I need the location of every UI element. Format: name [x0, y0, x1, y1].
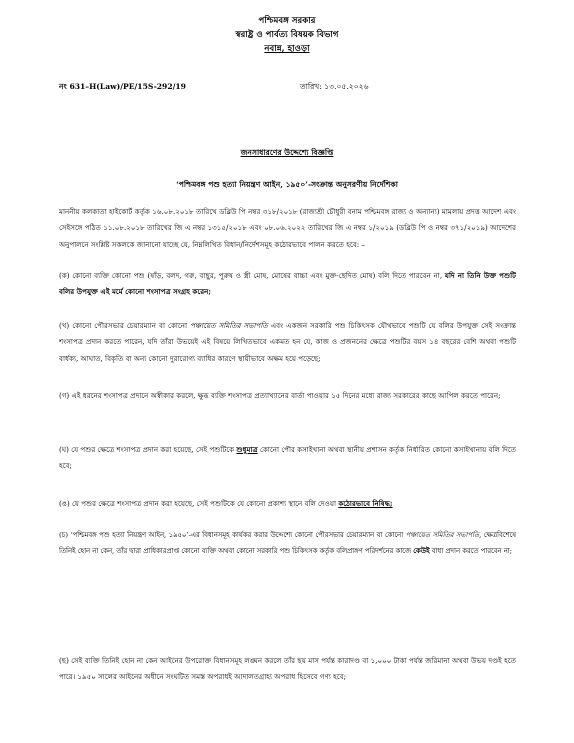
clause-cha-text-3: বাধা প্রদান করতে পারবেন না; [429, 547, 513, 556]
memo-number: নং 631–H(Law)/PE/15S-292/19 [59, 82, 186, 91]
clause-kha-text-2: এবং একজন সরকারি পশু চিকিৎসক যৌথভাবে পশুটি যে বলির উপযুক্ত সেই সংক্রান্ত শংসাপত্র প্রদান করতে পারেন, যদি তাঁরা উভয়েই এই বিষয়ে লিখিতভাবে একমত হন যে, কাজ ও প্রজননের ক্ষেত্রে পশুটির বয়স ১৪ বছরের বেশি অথবা পশুটি বার্ধক্য, আঘাত, বিকৃতি বা অন্য কোনো দুরারোগ্য ব্যাধির কারণে স্থায়ীভাবে অক্ষম হয়ে পড়েছে; [59, 321, 516, 363]
clause-gha-emphasis: শুধুমাত্র [236, 445, 258, 454]
department-name: স্বরাষ্ট্র ও পার্বত্য বিষয়ক বিভাগ [235, 30, 339, 40]
office-location: নবান্ন, হাওড়া [264, 44, 310, 54]
clause-cha [59, 527, 516, 595]
clause-chha: (ছ) সেই ব্যক্তি তিনিই হোন না কেন আইনের উপরোক্ত বিধানসমূহ লঙ্ঘন করলে তাঁর ছয় মাস পর্যন্ত কারাদণ্ড বা ১,০০০ টাকা পর্যন্ত জরিমানা অথবা উভয় দণ্ডই হতে পারে। ১৯৫০ সালের আইনের অধীনে সংঘটিত সমস্ত অপরাধই আদালতগ্রাহ্য অপরাধ হিসেবে গণ্য হবে; [59, 656, 516, 682]
clause-umo [59, 496, 516, 513]
clause-cha-text-2: ক্ষেত্রবিশেষে তিনিই হোন না কেন, তাঁর দ্বারা প্রাধিকারপ্রাপ্ত কোনো ব্যক্তি অথবা কোনো সরকারি পশু চিকিৎসক কর্তৃক বলিপ্রাঙ্গণ পরিদর্শনের কাজে [59, 531, 516, 556]
clause-ka-emphasis: যদি না তিনি উক্ত পশুটি বলির উপযুক্ত এই মর্মে কোনো শংসাপত্র সংগ্রহ করেন; [59, 271, 516, 297]
intro-paragraph: মাননীয় কলকাতা হাইকোর্ট কর্তৃক ১৬.০৮.২০১৮ তারিখে ডব্লিউ পি নম্বর ৩১৮/২০১৮ (রাজ্যশ্রী চৌধুরী বনাম পশ্চিমবঙ্গ রাজ্য ও অন্যান্য) মামলায় প্রদত্ত আদেশ এবং সেইসঙ্গে পঠিত ১১.০৮.২০১৮ তারিখের জি এ নম্বর ১৩১৫/২০১৮ এবং ০৮.০৬.২০২২ তারিখের জি এ নম্বর ১/২০১৯ (ডব্লিউ পি ও নম্বর ৩৭১/২০১৯) আদেশের অনুপালনে সংশ্লিষ্ট সকলকে জানানো যাচ্ছে যে, নিম্নলিখিত বিধান/নির্দেশসমূহ কঠোরভাবে পালন করতে হবে: – [59, 207, 516, 249]
clause-cha-emphasis: কেউই [413, 547, 430, 556]
clause-umo-emphasis: কঠোরভাবে নিষিদ্ধ; [338, 499, 393, 508]
clause-kha-italic: পঞ্চায়েত সমিতির সভাপতি [190, 321, 268, 330]
clause-umo-text: (ঙ) যে পশুর ক্ষেত্রে শংসাপত্র প্রদান করা হয়েছে, সেই পশুটিকে যে কোনো প্রকাশ্য স্থানে বলি দেওয়া [59, 499, 339, 508]
clause-gha-text-1: (ঘ) যে পশুর ক্ষেত্রে শংসাপত্র প্রদান করা হয়েছে, সেই পশুটিকে [59, 445, 237, 454]
notice-heading: জনসাধারণের উদ্দেশ্যে বিজ্ঞপ্তি [240, 148, 334, 157]
clause-gha [59, 442, 516, 476]
clause-ka [59, 268, 516, 302]
clause-ka-text: (ক) কোনো ব্যক্তি কোনো পশু (ষাঁড়, বলদ, গরু, বাছুর, পুরুষ ও স্ত্রী মোষ, মোষের বাচ্চা এবং মুক্ত-ছেদিত মোষ) বলি দিতে পারবেন না, [59, 271, 445, 280]
memo-date: তারিখ: ১৩.০৫.২০২৬ [300, 82, 369, 91]
notice-subtitle: ‘পশ্চিমবঙ্গ পশু হত্যা নিয়ন্ত্রণ আইন, ১৯৫০’-সংক্রান্ত অনুসরণীয় নির্দেশিকা [176, 180, 398, 189]
clause-gha-text-2: কোনো পৌর কসাইখানা অথবা স্থানীয় প্রশাসন কর্তৃক নির্ধারিত কোনো কসাইখানায় বলি দিতে হবে; [59, 445, 516, 471]
clause-kha-text-1: (খ) কোনো পৌরসভার চেয়ারম্যান বা কোনো [59, 321, 191, 330]
clause-kha [59, 318, 516, 368]
clause-cha-text-1: (চ) ‘পশ্চিমবঙ্গ পশু হত্যা নিয়ন্ত্রণ আইন, ১৯৫০’-এর বিধানসমূহ কার্যকর করার উদ্দেশ্যে কোনো পৌরসভার চেয়ারম্যান বা কোনো [59, 531, 406, 539]
clause-ga: (গ) এই ধরনের শংসাপত্র প্রদানে অস্বীকার করলে, ক্ষুব্ধ ব্যক্তি শংসাপত্র প্রত্যাখ্যানের বার্তা পাওয়ার ১৫ দিনের মধ্যে রাজ্য সরকারের কাছে আপিল করতে পারেন; [59, 391, 501, 400]
clause-cha-italic: পঞ্চায়েত সমিতির সভাপতি, [405, 531, 482, 539]
govt-name: পশ্চিমবঙ্গ সরকার [258, 16, 316, 26]
